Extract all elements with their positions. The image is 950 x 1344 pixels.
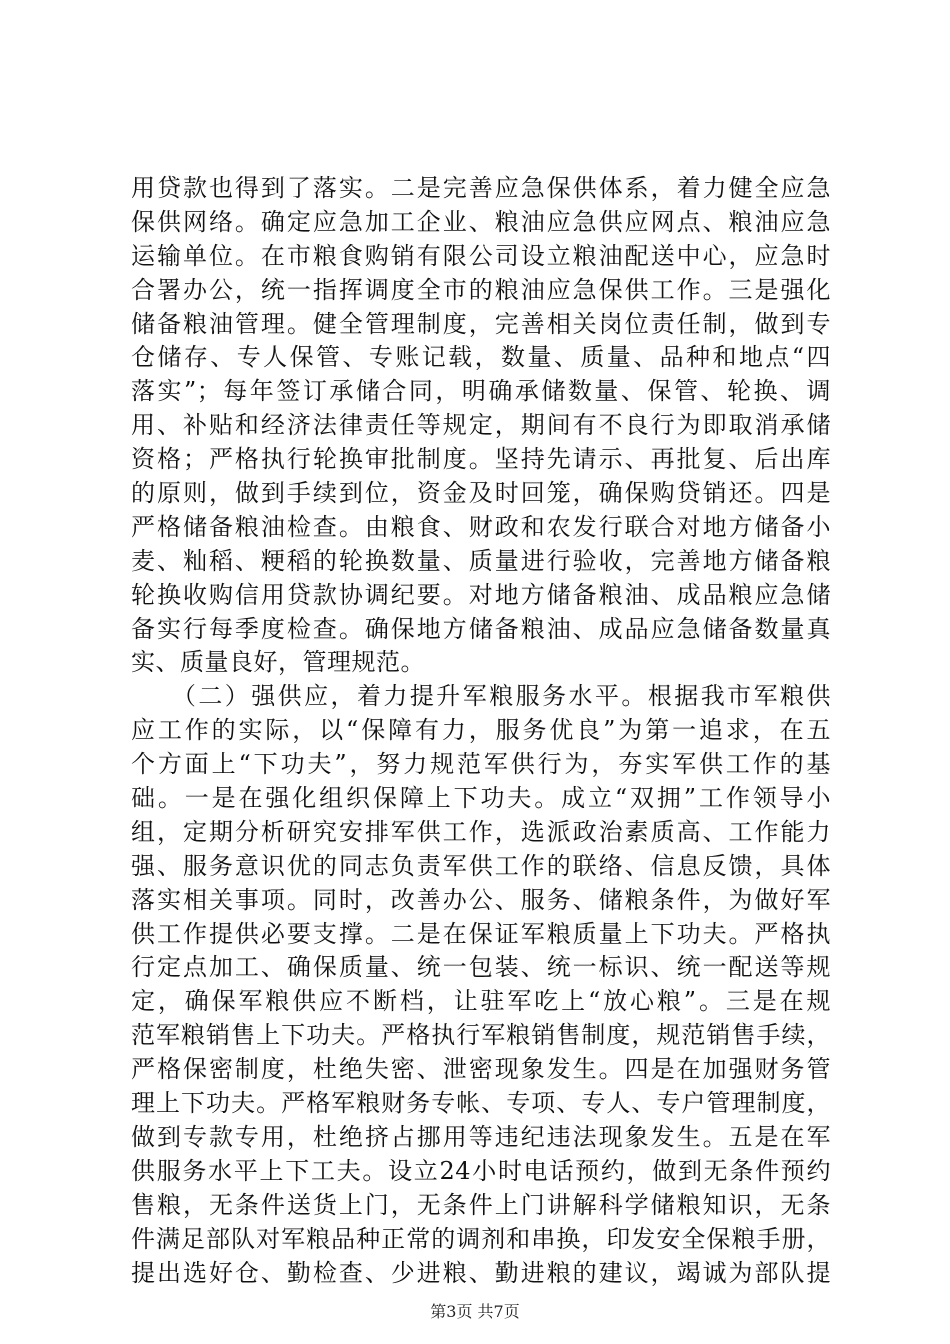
text-line: 合署办公，统一指挥调度全市的粮油应急保供工作。三是强化 (131, 275, 831, 304)
text-line: 储备粮油管理。健全管理制度，完善相关岗位责任制，做到专 (131, 309, 831, 338)
text-line: 资格；严格执行轮换审批制度。坚持先请示、再批复、后出库 (131, 445, 831, 474)
text-line: 个方面上“下功夫”，努力规范军供行为，夯实军供工作的基 (131, 750, 831, 779)
page-number-footer: 第3页 共7页 (430, 1302, 520, 1321)
text-line: 件满足部队对军粮品种正常的调剂和串换，印发安全保粮手册， (131, 1224, 831, 1253)
text-line: 础。一是在强化组织保障上下功夫。成立“双拥”工作领导小 (131, 784, 831, 813)
text-line: 落实相关事项。同时，改善办公、服务、储粮条件，为做好军 (131, 885, 831, 914)
text-line: （二）强供应，着力提升军粮服务水平。根据我市军粮供 (131, 682, 831, 711)
text-line: 提出选好仓、勤检查、少进粮、勤进粮的建议，竭诚为部队提 (131, 1258, 831, 1287)
text-line: 备实行每季度检查。确保地方储备粮油、成品应急储备数量真 (131, 614, 831, 643)
text-line: 范军粮销售上下功夫。严格执行军粮销售制度，规范销售手续， (131, 1021, 831, 1050)
text-line: 轮换收购信用贷款协调纪要。对地方储备粮油、成品粮应急储 (131, 580, 831, 609)
text-line: 的原则，做到手续到位，资金及时回笼，确保购贷销还。四是 (131, 479, 831, 508)
text-line: 严格储备粮油检查。由粮食、财政和农发行联合对地方储备小 (131, 512, 831, 541)
text-line: 应工作的实际，以“保障有力，服务优良”为第一追求，在五 (131, 716, 831, 745)
text-line: 售粮，无条件送货上门，无条件上门讲解科学储粮知识，无条 (131, 1190, 831, 1219)
text-line: 强、服务意识优的同志负责军供工作的联络、信息反馈，具体 (131, 851, 831, 880)
text-line: 供工作提供必要支撑。二是在保证军粮质量上下功夫。严格执 (131, 919, 831, 948)
text-line: 实、质量良好，管理规范。 (131, 648, 425, 677)
text-line: 运输单位。在市粮食购销有限公司设立粮油配送中心，应急时 (131, 241, 831, 270)
body-text (131, 172, 831, 1290)
text-line: 用、补贴和经济法律责任等规定，期间有不良行为即取消承储 (131, 411, 831, 440)
text-line: 供服务水平上下工夫。设立24小时电话预约，做到无条件预约 (131, 1156, 831, 1185)
text-line: 行定点加工、确保质量、统一包装、统一标识、统一配送等规 (131, 953, 831, 982)
text-line: 保供网络。确定应急加工企业、粮油应急供应网点、粮油应急 (131, 207, 831, 236)
text-line: 用贷款也得到了落实。二是完善应急保供体系，着力健全应急 (131, 174, 831, 202)
text-line: 组，定期分析研究安排军供工作，选派政治素质高、工作能力 (131, 817, 831, 846)
text-line: 做到专款专用，杜绝挤占挪用等违纪违法现象发生。五是在军 (131, 1122, 831, 1151)
text-line: 理上下功夫。严格军粮财务专帐、专项、专人、专户管理制度， (131, 1089, 831, 1118)
text-line: 定，确保军粮供应不断档，让驻军吃上“放心粮”。三是在规 (131, 987, 831, 1016)
text-line: 麦、籼稻、粳稻的轮换数量、质量进行验收，完善地方储备粮 (131, 546, 831, 575)
text-line: 严格保密制度，杜绝失密、泄密现象发生。四是在加强财务管 (131, 1055, 831, 1084)
text-line: 落实”；每年签订承储合同，明确承储数量、保管、轮换、调 (131, 377, 831, 406)
text-line: 仓储存、专人保管、专账记载，数量、质量、品种和地点“四 (131, 343, 831, 372)
